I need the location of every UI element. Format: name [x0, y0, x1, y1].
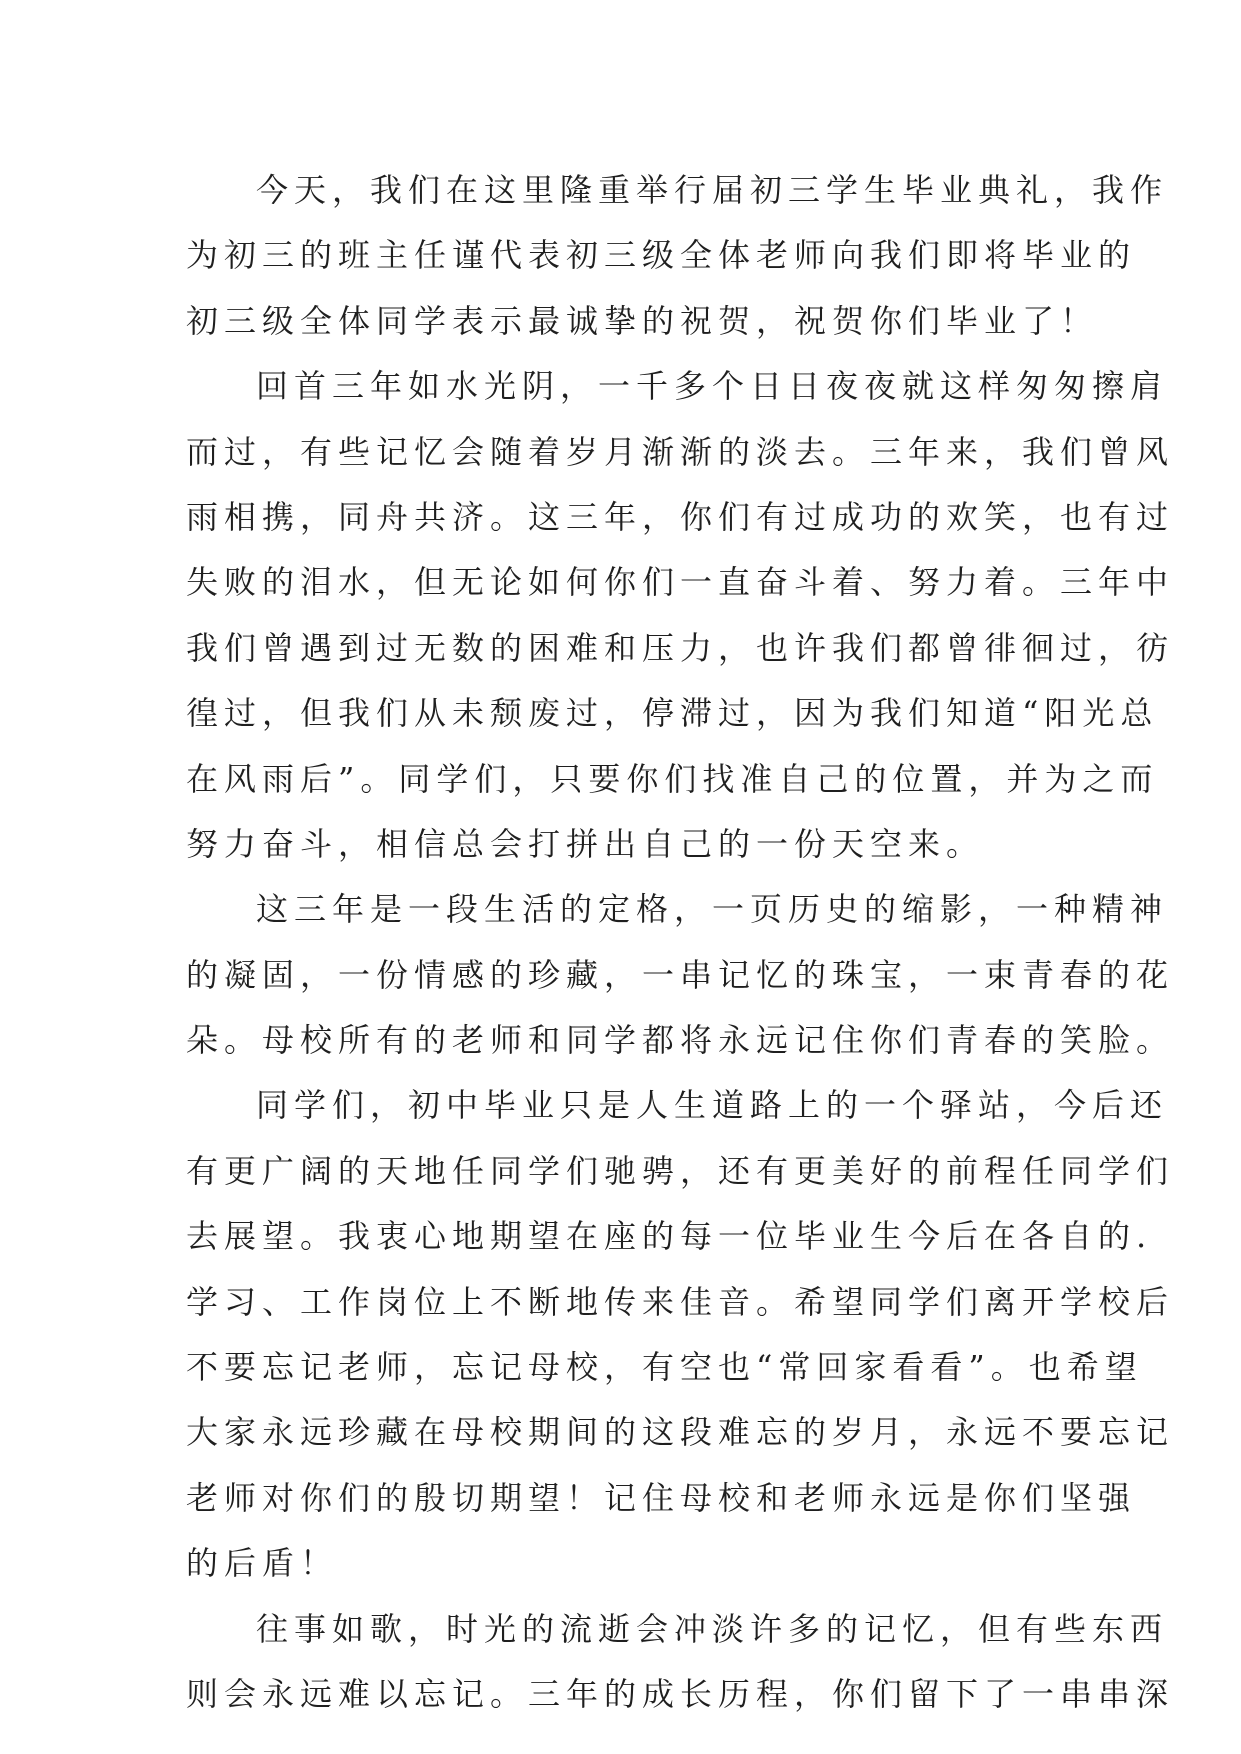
- text-line: 大家永远珍藏在母校期间的这段难忘的岁月，永远不要忘记: [186, 1413, 1175, 1452]
- text-line: 雨相携，同舟共济。这三年，你们有过成功的欢笑，也有过: [186, 497, 1175, 536]
- paragraph: [186, 158, 1169, 354]
- text-line: 初三级全体同学表示最诚挚的祝贺，祝贺你们毕业了！: [186, 301, 1099, 340]
- paragraph: [186, 877, 1175, 1073]
- text-line: 的凝固，一份情感的珍藏，一串记忆的珠宝，一束青春的花: [186, 955, 1175, 994]
- text-line: 在风雨后”。同学们，只要你们找准自己的位置，并为之而: [186, 759, 1159, 798]
- text-line: 往事如歌，时光的流逝会冲淡许多的记忆，但有些东西: [256, 1609, 1169, 1648]
- text-line: 朵。母校所有的老师和同学都将永远记住你们青春的笑脸。: [186, 1021, 1175, 1060]
- text-line: 学习、工作岗位上不断地传来佳音。希望同学们离开学校后: [186, 1282, 1175, 1321]
- paragraph: [186, 1073, 1175, 1596]
- text-line: 老师对你们的殷切期望！记住母校和老师永远是你们坚强: [186, 1478, 1137, 1517]
- text-line: 则会永远难以忘记。三年的成长历程，你们留下了一串串深: [186, 1674, 1175, 1713]
- text-line: 努力奋斗，相信总会打拼出自己的一份天空来。: [186, 824, 985, 863]
- text-line: 去展望。我衷心地期望在座的每一位毕业生今后在各自的.: [186, 1217, 1153, 1256]
- text-line: 我们曾遇到过无数的困难和压力，也许我们都曾徘徊过，彷: [186, 628, 1175, 667]
- text-line: 而过，有些记忆会随着岁月渐渐的淡去。三年来，我们曾风: [186, 432, 1175, 471]
- text-line: 这三年是一段生活的定格，一页历史的缩影，一种精神: [256, 890, 1169, 929]
- document-body: [186, 158, 1175, 1727]
- text-line: 回首三年如水光阴，一千多个日日夜夜就这样匆匆擦肩: [256, 367, 1169, 406]
- text-line: 今天，我们在这里隆重举行届初三学生毕业典礼，我作: [256, 171, 1169, 209]
- text-line: 为初三的班主任谨代表初三级全体老师向我们即将毕业的: [186, 236, 1137, 275]
- text-line: 有更广阔的天地任同学们驰骋，还有更美好的前程任同学们: [186, 1151, 1175, 1190]
- text-line: 的后盾！: [186, 1544, 339, 1583]
- paragraph: [186, 354, 1175, 877]
- text-line: 失败的泪水，但无论如何你们一直奋斗着、努力着。三年中: [186, 563, 1175, 602]
- text-line: 同学们，初中毕业只是人生道路上的一个驿站，今后还: [256, 1086, 1169, 1125]
- text-line: 徨过，但我们从未颓废过，停滞过，因为我们知道“阳光总: [186, 694, 1159, 733]
- text-line: 不要忘记老师，忘记母校，有空也“常回家看看”。也希望: [186, 1348, 1143, 1387]
- paragraph: [186, 1597, 1175, 1728]
